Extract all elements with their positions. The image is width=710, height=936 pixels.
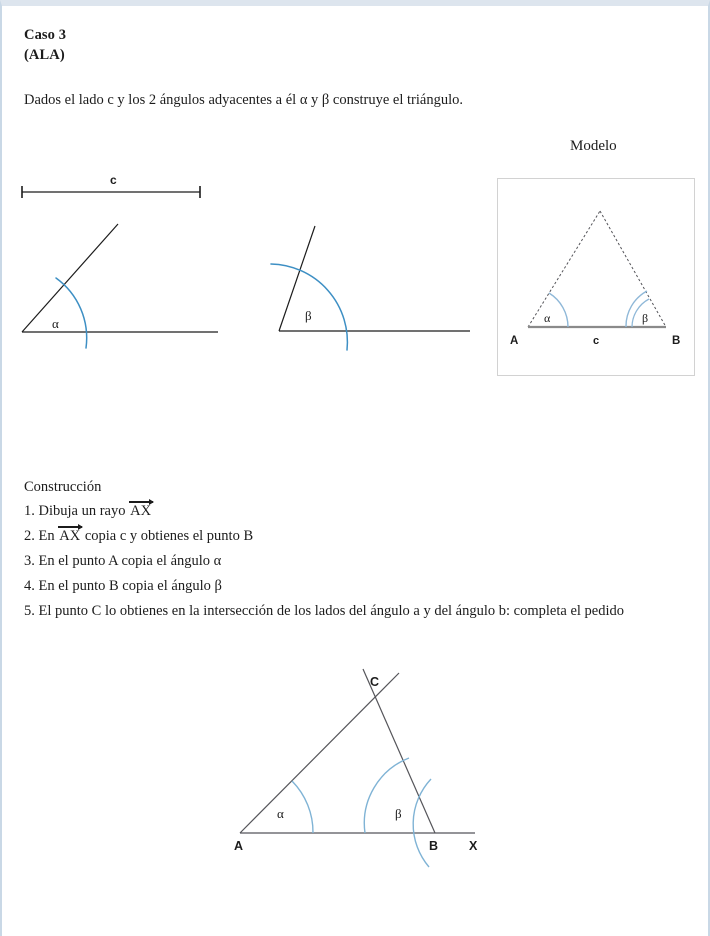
figure-construction bbox=[217, 651, 507, 871]
construction-vertex-c-label: C bbox=[370, 675, 380, 689]
step-2-text-pre: En bbox=[38, 528, 55, 544]
step-3-text: En el punto A copia el ángulo α bbox=[38, 553, 222, 569]
step-5-number: 5. bbox=[24, 603, 35, 619]
modelo-side-cb bbox=[600, 211, 666, 327]
modelo-beta-label: β bbox=[642, 311, 649, 325]
construction-step-4 bbox=[24, 578, 222, 595]
step-1-number: 1. bbox=[24, 503, 35, 519]
construction-ray-x-label: X bbox=[469, 839, 478, 853]
segment-c-label: c bbox=[110, 173, 117, 187]
figure-segment-c bbox=[14, 170, 234, 210]
step-4-number: 4. bbox=[24, 578, 35, 594]
construction-compass-arc-b bbox=[413, 779, 431, 867]
step-5-text: El punto C lo obtienes en la intersección de los lados del ángulo a y del ángulo b: completa el pedido bbox=[38, 603, 624, 619]
construction-vertex-a-label: A bbox=[234, 839, 244, 853]
step-2-number: 2. bbox=[24, 528, 35, 544]
alpha-label: α bbox=[52, 316, 59, 331]
construccion-heading: Construcción bbox=[24, 479, 102, 495]
figure-angle-alpha bbox=[10, 214, 240, 354]
construction-step-5 bbox=[24, 603, 624, 620]
modelo-vertex-b-label: B bbox=[672, 335, 681, 347]
intro-paragraph: Dados el lado c y los 2 ángulos adyacentes a él α y β construye el triángulo. bbox=[24, 92, 463, 108]
modelo-label: Modelo bbox=[570, 138, 617, 154]
modelo-alpha-arc bbox=[549, 293, 568, 327]
construction-alpha-arc bbox=[292, 781, 313, 833]
ray-arrow-icon bbox=[58, 526, 82, 528]
step-2-ray-notation bbox=[58, 528, 81, 545]
step-1-ray-label: AX bbox=[130, 503, 152, 519]
construction-beta-label: β bbox=[395, 806, 402, 821]
construction-beta-arc bbox=[364, 758, 409, 833]
step-1-ray-notation bbox=[129, 503, 152, 520]
construction-alpha-label: α bbox=[277, 806, 284, 821]
modelo-frame bbox=[497, 178, 695, 376]
page-title: Caso 3 bbox=[24, 27, 67, 43]
page-subtitle: (ALA) bbox=[24, 47, 65, 63]
construction-step-1 bbox=[24, 503, 152, 520]
modelo-base-label: c bbox=[593, 335, 600, 347]
modelo-vertex-a-label: A bbox=[510, 335, 519, 347]
modelo-alpha-label: α bbox=[544, 311, 551, 325]
beta-compass-arc bbox=[271, 264, 347, 350]
beta-label: β bbox=[305, 308, 312, 323]
construction-step-3 bbox=[24, 553, 221, 570]
construction-vertex-b-label: B bbox=[429, 839, 439, 853]
figure-angle-beta bbox=[267, 214, 482, 354]
step-2-text-post: copia c y obtienes el punto B bbox=[84, 528, 254, 544]
step-4-text: En el punto B copia el ángulo β bbox=[38, 578, 222, 594]
alpha-upper-ray bbox=[22, 224, 118, 332]
step-3-number: 3. bbox=[24, 553, 35, 569]
step-1-text: Dibuja un rayo bbox=[38, 503, 126, 519]
step-2-ray-label: AX bbox=[59, 528, 81, 544]
ray-arrow-icon bbox=[129, 501, 153, 503]
construction-step-2 bbox=[24, 528, 253, 545]
